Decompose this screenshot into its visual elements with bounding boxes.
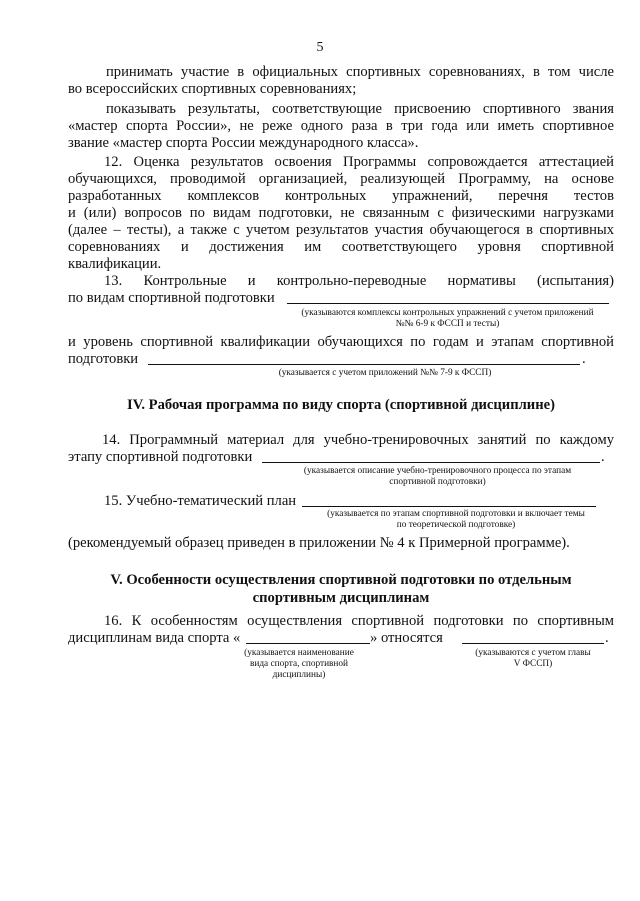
note-sport-name-line-2: вида спорта, спортивной — [249, 659, 349, 669]
note-program-material-line-2: спортивной подготовки) — [389, 477, 486, 487]
section-iv-title: IV. Рабочая программа по виду спорта (спортивной дисциплине) — [127, 397, 555, 413]
fill-line-standards — [287, 303, 609, 304]
paragraph-participation-line-1: принимать участие в официальных спортивных соревнованиях, в том числе — [106, 64, 614, 80]
item-13-line-4: подготовки — [68, 351, 139, 367]
fill-line-features — [462, 643, 604, 644]
section-v-title-line-2: спортивным дисциплинам — [252, 590, 430, 606]
note-standards-line-1: (указываются комплексы контрольных упражнений с учетом приложений — [301, 308, 594, 318]
item-14-line-2: этапу спортивной подготовки — [68, 449, 253, 465]
item-12-line-1: 12. Оценка результатов освоения Программы сопровождается аттестацией — [104, 154, 614, 170]
note-sport-name-line-1: (указывается наименование — [244, 648, 354, 658]
paragraph-results-line-3: звание «мастер спорта России международного класса». — [68, 135, 419, 151]
item-13-line-1: 13. Контрольные и контрольно-переводные нормативы (испытания) — [104, 273, 614, 289]
item-15-line-1: 15. Учебно-тематический план — [104, 493, 297, 509]
item-13-end-dot: . — [582, 351, 586, 367]
item-15-line-2: (рекомендуемый образец приведен в приложении № 4 к Примерной программе). — [68, 535, 570, 551]
fill-line-qualification — [148, 364, 580, 365]
item-12-line-5: (далее – тесты), а также с учетом результатов участия обучающегося в спортивных — [68, 222, 614, 238]
note-thematic-plan-line-2: по теоретической подготовке) — [396, 520, 516, 530]
paragraph-results-line-1: показывать результаты, соответствующие присвоению спортивного звания — [106, 101, 614, 117]
item-12-line-6: соревнованиях и достижения им соответствующего уровня спортивной — [68, 239, 614, 255]
note-features-line-1: (указываются с учетом главы — [475, 648, 591, 658]
section-v-title-line-1: V. Особенности осуществления спортивной подготовки по отдельным — [110, 572, 572, 588]
note-qualification: (указывается с учетом приложений №№ 7-9 к ФССП) — [278, 368, 492, 378]
item-16-end-dot: . — [605, 630, 609, 646]
note-program-material-line-1: (указывается описание учебно-тренировочного процесса по этапам — [303, 466, 572, 476]
note-thematic-plan-line-1: (указывается по этапам спортивной подготовки и включает темы — [327, 509, 585, 519]
item-16-line-1: 16. К особенностям осуществления спортивной подготовки по спортивным — [104, 613, 614, 629]
page-number: 5 — [316, 40, 324, 55]
fill-line-sport-name — [246, 643, 370, 644]
item-14-end-dot: . — [601, 449, 605, 465]
fill-line-thematic-plan — [302, 506, 596, 507]
item-12-line-4: и (или) вопросов по видам подготовки, не связанным с физическими нагрузками — [68, 205, 614, 221]
note-sport-name-line-3: дисциплины) — [272, 670, 326, 680]
item-16-line-2-middle: » относятся — [370, 630, 443, 646]
note-features-line-2: V ФССП) — [513, 659, 553, 669]
paragraph-participation-line-2: во всероссийских спортивных соревнованиях; — [68, 81, 357, 97]
item-13-line-2: по видам спортивной подготовки — [68, 290, 275, 306]
item-13-line-3: и уровень спортивной квалификации обучающихся по годам и этапам спортивной — [68, 334, 614, 350]
item-12-line-7: квалификации. — [68, 256, 162, 272]
item-14-line-1: 14. Программный материал для учебно-тренировочных занятий по каждому — [102, 432, 614, 448]
item-12-line-2: обучающихся, проводимой организацией, реализующей Программу, на основе — [68, 171, 614, 187]
item-16-line-2-start: дисциплинам вида спорта « — [68, 630, 241, 646]
item-12-line-3: разработанных комплексов контрольных упражнений, перечня тестов — [68, 188, 614, 204]
paragraph-results-line-2: «мастер спорта России», не реже одного раза в три года или иметь спортивное — [68, 118, 614, 134]
fill-line-program-material — [262, 462, 600, 463]
note-standards-line-2: №№ 6-9 к ФССП и тесты) — [395, 319, 500, 329]
